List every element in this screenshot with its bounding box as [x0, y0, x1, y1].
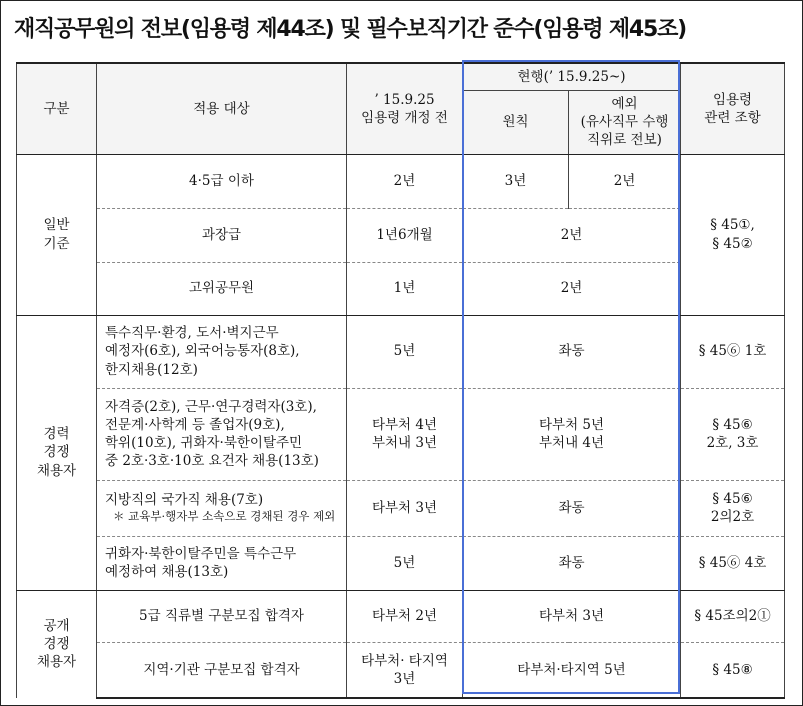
- article-cell: § 45①, § 45②: [681, 154, 785, 315]
- group-general: 일반 기준: [17, 154, 97, 315]
- header-category: 구분: [17, 63, 97, 154]
- current-cell: 좌동: [463, 480, 681, 536]
- exception-cell: 2년: [569, 154, 681, 208]
- target-cell: 고위공무원: [97, 262, 347, 315]
- target-cell: 4·5급 이하: [97, 154, 347, 208]
- before-cell: 타부처 3년: [347, 480, 463, 536]
- target-cell: 자격증(2호), 근무·연구경력자(3호), 전문계·사학계 등 졸업자(9호), 학위(10호), 귀화자·북한이탈주민 중 2호·3호·10호 요건자 채용(13호): [97, 388, 347, 480]
- article-cell: § 45조의2①: [681, 590, 785, 642]
- page-title: 재직공무원의 전보(임용령 제44조) 및 필수보직기간 준수(임용령 제45조): [14, 17, 687, 42]
- header-exception: 예외 (유사직무 수행 직위로 전보): [569, 90, 681, 154]
- before-cell: 1년: [347, 262, 463, 315]
- target-cell: 과장급: [97, 208, 347, 262]
- before-cell: 타부처 4년 부처내 3년: [347, 388, 463, 480]
- article-cell: § 45⑥ 4호: [681, 536, 785, 590]
- current-cell: 2년: [463, 262, 681, 315]
- current-cell: 2년: [463, 208, 681, 262]
- target-cell: 5급 직류별 구분모집 합격자: [97, 590, 347, 642]
- article-cell: § 45⑧: [681, 642, 785, 698]
- before-cell: 1년6개월: [347, 208, 463, 262]
- current-cell: 좌동: [463, 536, 681, 590]
- header-article: 임용령 관련 조항: [681, 63, 785, 154]
- current-cell: 타부처·타지역 5년: [463, 642, 681, 698]
- article-cell: § 45⑥ 1호: [681, 315, 785, 388]
- before-cell: 5년: [347, 536, 463, 590]
- group-career: 경력 경쟁 채용자: [17, 315, 97, 590]
- target-cell: 지역·기관 구분모집 합격자: [97, 642, 347, 698]
- before-cell: 타부처 2년: [347, 590, 463, 642]
- current-cell: 타부처 5년 부처내 4년: [463, 388, 681, 480]
- group-open: 공개 경쟁 채용자: [17, 590, 97, 698]
- principle-cell: 3년: [463, 154, 569, 208]
- target-cell: 특수직무·환경, 도서·벽지근무 예정자(6호), 외국어능통자(8호), 한지채용(12호): [97, 315, 347, 388]
- before-cell: 2년: [347, 154, 463, 208]
- header-before: ’ 15.9.25 임용령 개정 전: [347, 63, 463, 154]
- header-principle: 원칙: [463, 90, 569, 154]
- before-cell: 5년: [347, 315, 463, 388]
- footnote: ＊ 교육부·행자부 소속으로 경채된 경우 제외: [113, 509, 336, 524]
- header-target: 적용 대상: [97, 63, 347, 154]
- header-current: 현행(’ 15.9.25~): [463, 63, 681, 90]
- target-cell: 귀화자·북한이탈주민을 특수근무 예정하여 채용(13호): [97, 536, 347, 590]
- before-cell: 타부처· 타지역 3년: [347, 642, 463, 698]
- target-cell: 지방직의 국가직 채용(7호) ＊ 교육부·행자부 소속으로 경채된 경우 제외: [97, 480, 347, 536]
- assignment-period-table: [16, 62, 785, 699]
- article-cell: § 45⑥ 2호, 3호: [681, 388, 785, 480]
- article-cell: § 45⑥ 2의2호: [681, 480, 785, 536]
- current-cell: 타부처 3년: [463, 590, 681, 642]
- current-cell: 좌동: [463, 315, 681, 388]
